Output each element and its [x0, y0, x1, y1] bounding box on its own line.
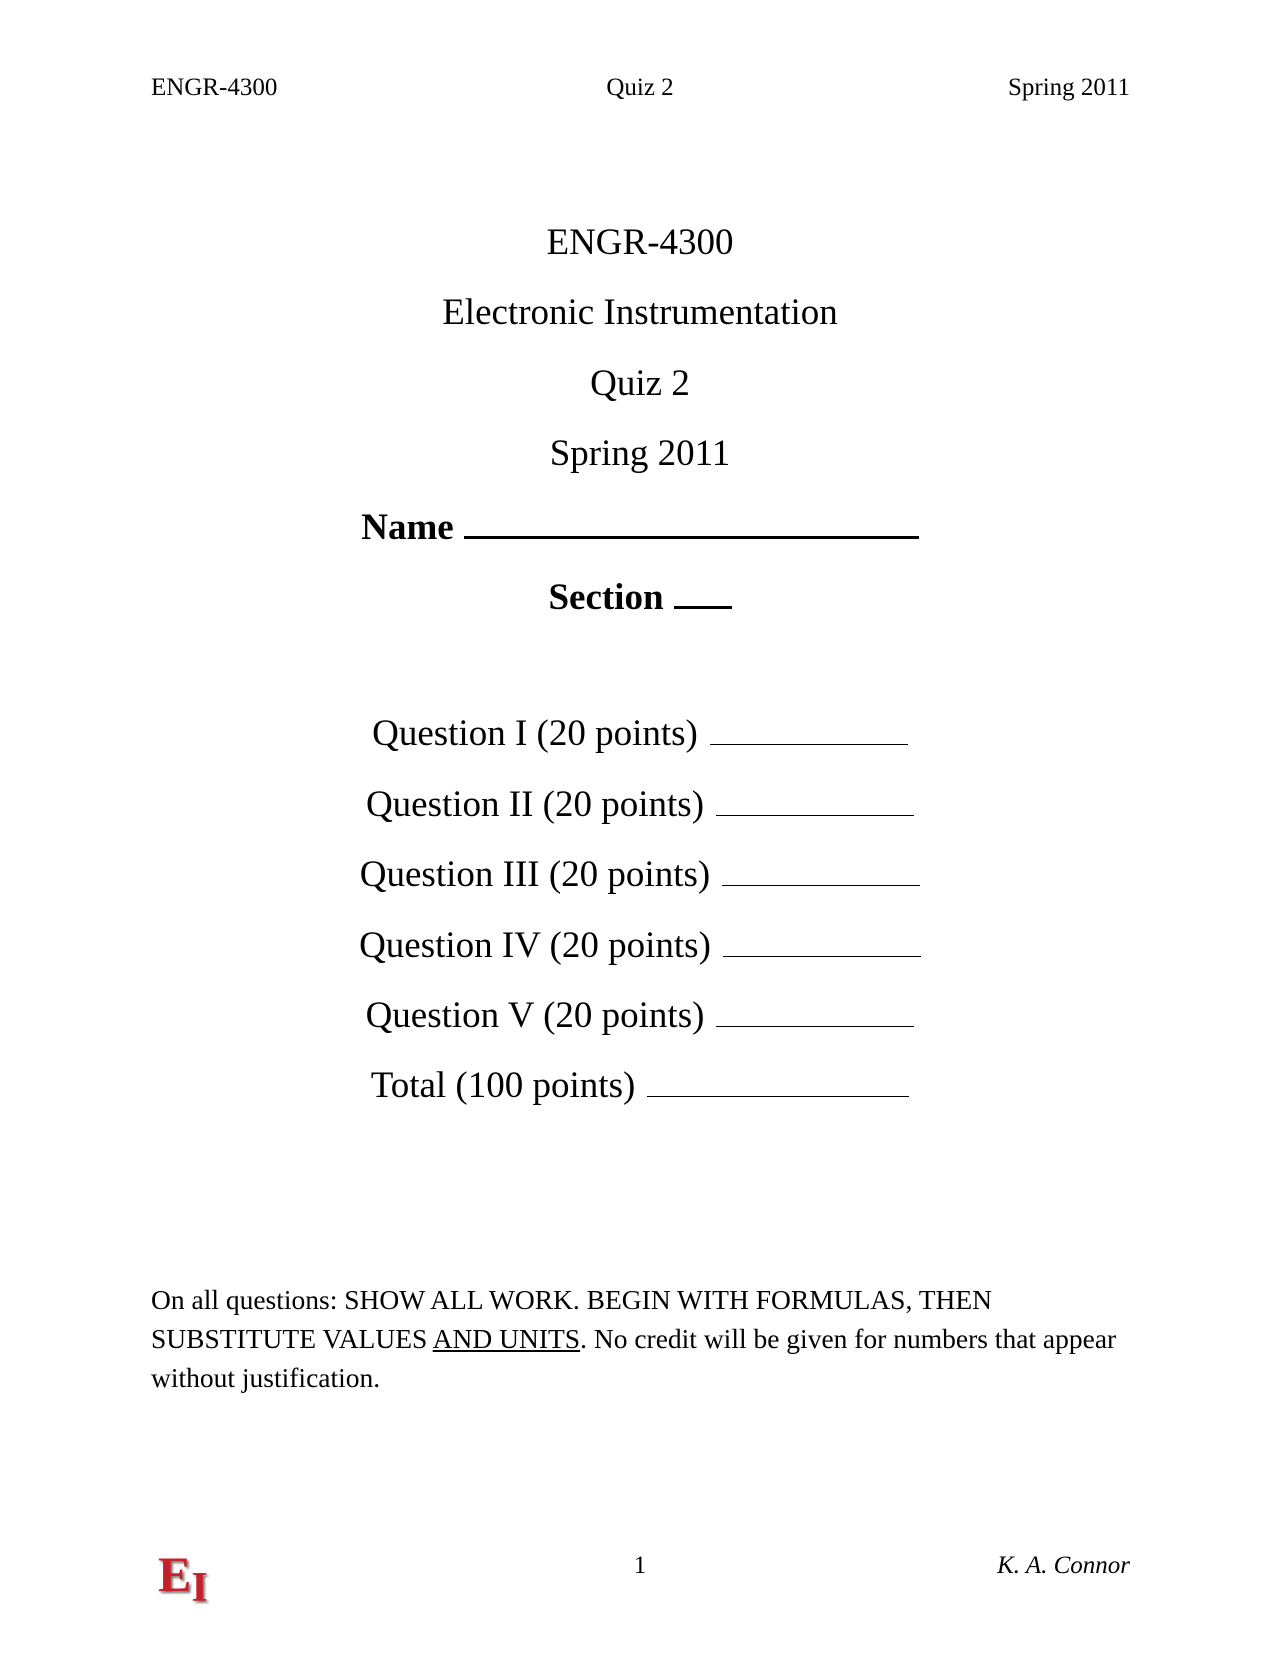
score-blank	[723, 924, 921, 957]
score-blank	[722, 853, 920, 886]
score-blank	[716, 994, 914, 1027]
score-row	[0, 853, 1280, 896]
instructions-part1: On all questions: SHOW ALL WORK. BEGIN WITH FORMULAS, THEN SUBSTITUTE VALUES	[151, 1284, 993, 1354]
section-label: Section	[548, 577, 664, 618]
logo-letter-i: I	[191, 1565, 208, 1611]
score-row-label: Question V (20 points)	[365, 995, 705, 1036]
name-label: Name	[361, 507, 454, 548]
score-row	[0, 994, 1280, 1037]
name-field	[0, 502, 1280, 549]
instructions-underlined: AND UNITS	[432, 1323, 581, 1354]
score-row-label: Question II (20 points)	[365, 784, 705, 825]
score-row-label: Question IV (20 points)	[359, 925, 711, 966]
logo-letter-e: E	[158, 1546, 192, 1602]
instructions	[151, 1280, 1141, 1397]
title-term: Spring 2011	[549, 433, 731, 474]
title-quiz: Quiz 2	[590, 363, 690, 404]
section-blank	[674, 572, 732, 609]
score-row-label: Question III (20 points)	[359, 854, 711, 895]
header-term: Spring 2011	[1008, 74, 1130, 101]
score-row-total	[0, 1064, 1280, 1107]
author: K. A. Connor	[997, 1552, 1130, 1579]
title-course-name: Electronic Instrumentation	[442, 292, 838, 333]
page-number: 1	[633, 1552, 647, 1579]
score-blank	[647, 1064, 909, 1097]
section-field	[0, 572, 1280, 619]
header-course-code: ENGR-4300	[151, 74, 278, 101]
score-row-label: Question I (20 points)	[372, 713, 698, 754]
score-row	[0, 712, 1280, 755]
score-row	[0, 783, 1280, 826]
score-row	[0, 924, 1280, 967]
score-blank	[716, 783, 914, 816]
instructions-part2: . No credit will be given for numbers that appear without justification.	[151, 1323, 1117, 1393]
header-quiz: Quiz 2	[606, 74, 674, 101]
score-row-label: Total (100 points)	[370, 1065, 636, 1106]
title-course-code: ENGR-4300	[546, 222, 734, 263]
score-blank	[710, 712, 908, 745]
name-blank	[464, 502, 919, 539]
